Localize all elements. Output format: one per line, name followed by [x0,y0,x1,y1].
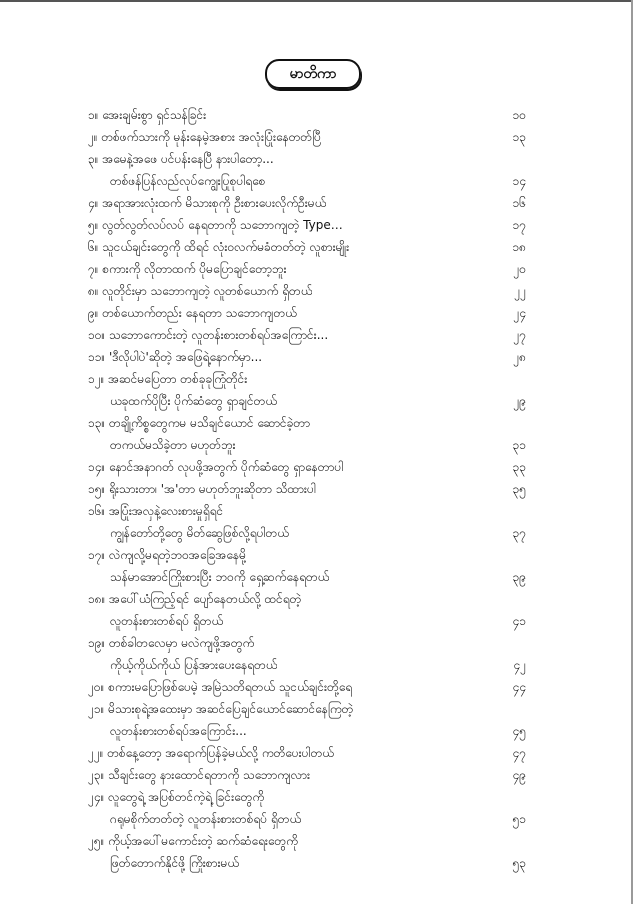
toc-entry[interactable] [88,258,526,280]
toc-page-number: ၅၁ [512,812,526,826]
toc-entry-text: ၁၄။ နောင်အနာဂတ် လုပဖို့အတွက် ပိုက်ဆံတွေ ရှာနေတာပါ [88,460,344,474]
toc-entry[interactable] [88,412,526,456]
toc-entry-text: ၂၁။ မိသားစုရဲ့အထေးမှာ အဆင်ပြေချင်ယောင်ဆောင်နေကြတဲ့ [88,702,354,716]
toc-entry-text: သန်မာအောင်ကြိုးစားပြီး ဘဝကို ရှေ့ဆက်နေရတယ် [110,570,330,584]
toc-entry-text: ၂၃။ သီချင်းတွေ နားထောင်ရတာကို သဘောကျလား [88,768,311,782]
toc-entry-title [88,786,526,808]
toc-entry-title [88,192,526,214]
toc-entry-text: လူတန်းစားတစ်ရပ်အကြောင်း... [110,724,247,738]
toc-page-number: ၁၆ [512,196,526,210]
toc-entry-text: ၁၉။ တစ်ခါတလေမှာ မလဲကျဖို့အတွက် [88,636,255,650]
toc-page-number: ၄၂ [513,658,526,672]
toc-entry-title-continued [88,852,526,874]
toc-entry-title [88,830,526,852]
toc-page-number: ၂၉ [513,394,526,408]
toc-entry[interactable] [88,104,526,126]
toc-page-number: ၃၁ [512,438,526,452]
toc-entry-text: ကိုယ့်ကိုယ်ကိုယ် ပြန်အားပေးနေရတယ် [110,658,278,672]
toc-entry-title [88,126,526,148]
toc-entry-text: ၁၂။ အဆင်မပြေတာ တစ်ခုခုကြုံတိုင်း [88,372,248,386]
toc-page-number: ၁၃ [512,130,526,144]
toc-page-number: ၃၉ [512,570,526,584]
toc-entry[interactable] [88,214,526,236]
toc-entry-text: ၃။ အမေနဲ့အဖေ ပင်ပန်းနေပြီ နားပါတော့... [88,152,274,166]
toc-entry-title-continued [88,434,526,456]
toc-entry[interactable] [88,324,526,346]
toc-entry[interactable] [88,236,526,258]
toc-entry-text: ၁။ အေးချမ်းစွာ ရှင်သန်ခြင်း [88,108,207,122]
toc-entry-title [88,698,526,720]
toc-entry-title-continued [88,654,526,676]
toc-entry-text: တစ်ဖန်ပြန်လည်လုပ်ကျွေးပြုစုပါရစေ [110,174,266,188]
toc-entry-text: ၆။ သူငယ်ချင်းတွေကို ထိရင် လုံးဝလက်မခံတတ်တဲ့ လူစားမျိုး [88,240,350,254]
toc-entry-title [88,632,526,654]
toc-entry[interactable] [88,368,526,412]
toc-entry[interactable] [88,786,526,830]
toc-entry-text: ၅။ လွတ်လွတ်လပ်လပ် နေရတာကို သဘောကျတဲ့ Type… [88,218,343,232]
toc-entry-title [88,500,526,522]
toc-entry-title [88,280,526,302]
toc-page-number: ၂၇ [513,328,526,342]
page-title [265,59,361,89]
toc-entry-text: ၈။ လူတိုင်းမှာ သဘောကျတဲ့ လူတစ်ယောက် ရှိတယ် [88,284,313,298]
toc-entry-text: ၂၂။ တစ်နေ့တော့ အရောက်ပြန်ခဲ့မယ်လို့ ကတိပေးပါတယ် [88,746,334,760]
toc-entry[interactable] [88,742,526,764]
toc-page-number: ၂၈ [513,350,526,364]
toc-entry[interactable] [88,764,526,786]
toc-entry[interactable] [88,148,526,192]
toc-entry[interactable] [88,192,526,214]
toc-entry-text: ၁၈။ အပေါ်ယံကြည့်ရင် ပျော်နေတယ်လို့ ထင်ရတဲ့ [88,592,302,606]
toc-entry[interactable] [88,456,526,478]
toc-entry-text: ၁၅။ ရိုးသားတာ၊ 'အ'တာ မဟုတ်ဘူးဆိုတာ သိထားပါ [88,482,316,496]
toc-page-number: ၂၂ [514,284,526,298]
toc-entry[interactable] [88,500,526,544]
toc-entry-title [88,588,526,610]
toc-page-number: ၂၄ [513,306,526,320]
toc-entry-title [88,544,526,566]
toc-entry-text: လူတန်းစားတစ်ရပ် ရှိတယ် [110,614,224,628]
toc-entry[interactable] [88,588,526,632]
toc-entry-text: ၄။ အရာအားလုံးထက် မိသားစုကို ဦးစားပေးလိုက်ဦးမယ် [88,196,327,210]
toc-page-number: ၄၄ [512,680,526,694]
toc-entry-text: ၉။ တစ်ယောက်တည်း နေရတာ သဘောကျတယ် [88,306,297,320]
toc-entry-title-continued [88,808,526,830]
toc-page-number: ၁၈ [512,240,526,254]
toc-entry-text: ကျွန်တော်တို့တွေ မိတ်ဆွေဖြစ်လို့ရပါတယ် [110,526,289,540]
toc-entry-text: ၇။ စကားကို လိုတာထက် ပိုမပြောချင်တော့ဘူး [88,262,287,276]
table-of-contents [88,104,526,874]
toc-entry-text: ၂၄။ လူတွေရဲ့ အပြစ်တင်ကဲ့ရဲ့ ခြင်းတွေကို [88,790,265,804]
toc-entry-title [88,478,526,500]
toc-page-number: ၃၇ [512,526,526,540]
toc-page-number: ၅၃ [512,856,526,870]
toc-entry-title [88,412,526,434]
toc-entry-title [88,456,526,478]
toc-entry-title [88,236,526,258]
toc-page-number: ၄၉ [512,768,526,782]
toc-entry-text: ယခုထက်ပိုပြီး ပိုက်ဆံတွေ ရှာချင်တယ် [110,394,277,408]
toc-entry[interactable] [88,478,526,500]
toc-entry-title-continued [88,566,526,588]
toc-entry-title [88,764,526,786]
toc-page-number: ၃၅ [512,482,526,496]
toc-page-number: ၄၁ [512,614,526,628]
toc-entry[interactable] [88,126,526,148]
toc-entry-title-continued [88,170,526,192]
toc-entry-text: ဖြတ်တောက်နိုင်ဖို့ ကြိုးစားမယ် [110,856,239,870]
toc-entry-title [88,258,526,280]
toc-page-number: ၄၅ [512,724,526,738]
page-title-text: မာတိကာ [289,65,337,82]
toc-page-number: ၂၀ [513,262,526,276]
top-border-line [0,0,633,2]
toc-page-number: ၁၇ [512,218,526,232]
toc-entry[interactable] [88,280,526,302]
toc-entry[interactable] [88,698,526,742]
toc-entry-title [88,214,526,236]
toc-entry[interactable] [88,632,526,676]
toc-entry-text: ၂၀။ စကားမပြောဖြစ်ပေမဲ့ အမြဲသတိရတယ် သူငယ်ချင်းတို့ရေ [88,680,353,694]
toc-entry-title-continued [88,390,526,412]
toc-entry-title [88,676,526,698]
toc-entry-title [88,742,526,764]
toc-entry[interactable] [88,676,526,698]
toc-entry-title [88,148,526,170]
toc-entry-text: ၁၀။ သဘောကောင်းတဲ့ လူတန်းစားတစ်ရပ်အကြောင်း... [88,328,329,342]
toc-entry-text: တကယ်မသိခဲ့တာ မဟုတ်ဘူး [110,438,236,452]
toc-entry-title-continued [88,610,526,632]
toc-entry-title [88,368,526,390]
toc-entry-title [88,302,526,324]
toc-entry-text: ၂။ တစ်ဖက်သားကို မုန်းနေမဲ့အစား အလုံးပြုံးနေတတ်ပြီ [88,130,321,144]
toc-entry-title [88,324,526,346]
toc-entry-title-continued [88,522,526,544]
toc-entry[interactable] [88,544,526,588]
toc-page-number: ၃၃ [512,460,526,474]
toc-entry-text: ၁၆။ အပြုံးအလှနဲ့လေးစားမှုရှိရင် [88,504,224,518]
toc-entry[interactable] [88,346,526,368]
toc-entry-text: ၂၅။ ကိုယ့်အပေါ်မကောင်းတဲ့ ဆက်ဆံရေးတွေကို [88,834,298,848]
toc-page-number: ၁၄ [512,174,526,188]
toc-entry-text: ဂရုမစိုက်တတ်တဲ့ လူတန်းစားတစ်ရပ် ရှိတယ် [110,812,302,826]
toc-entry[interactable] [88,302,526,324]
toc-entry-title [88,346,526,368]
toc-entry-text: ၁၇။ လဲကျလို့မရတဲ့ဘဝအခြေအနေမို့ [88,548,246,562]
toc-entry-text: ၁၃။ တချို့ကိစ္စတွေကမ မသိချင်ယောင် ဆောင်ခဲ့တာ [88,416,311,430]
toc-entry-title [88,104,526,126]
toc-page-number: ၁၀ [512,108,526,122]
toc-entry[interactable] [88,830,526,874]
toc-page-number: ၄၇ [512,746,526,760]
toc-entry-text: ၁၁။ 'ဒီလိုပါပဲ'ဆိုတဲ့ အဖြေရဲ့နောက်မှာ... [88,350,263,364]
toc-entry-title-continued [88,720,526,742]
